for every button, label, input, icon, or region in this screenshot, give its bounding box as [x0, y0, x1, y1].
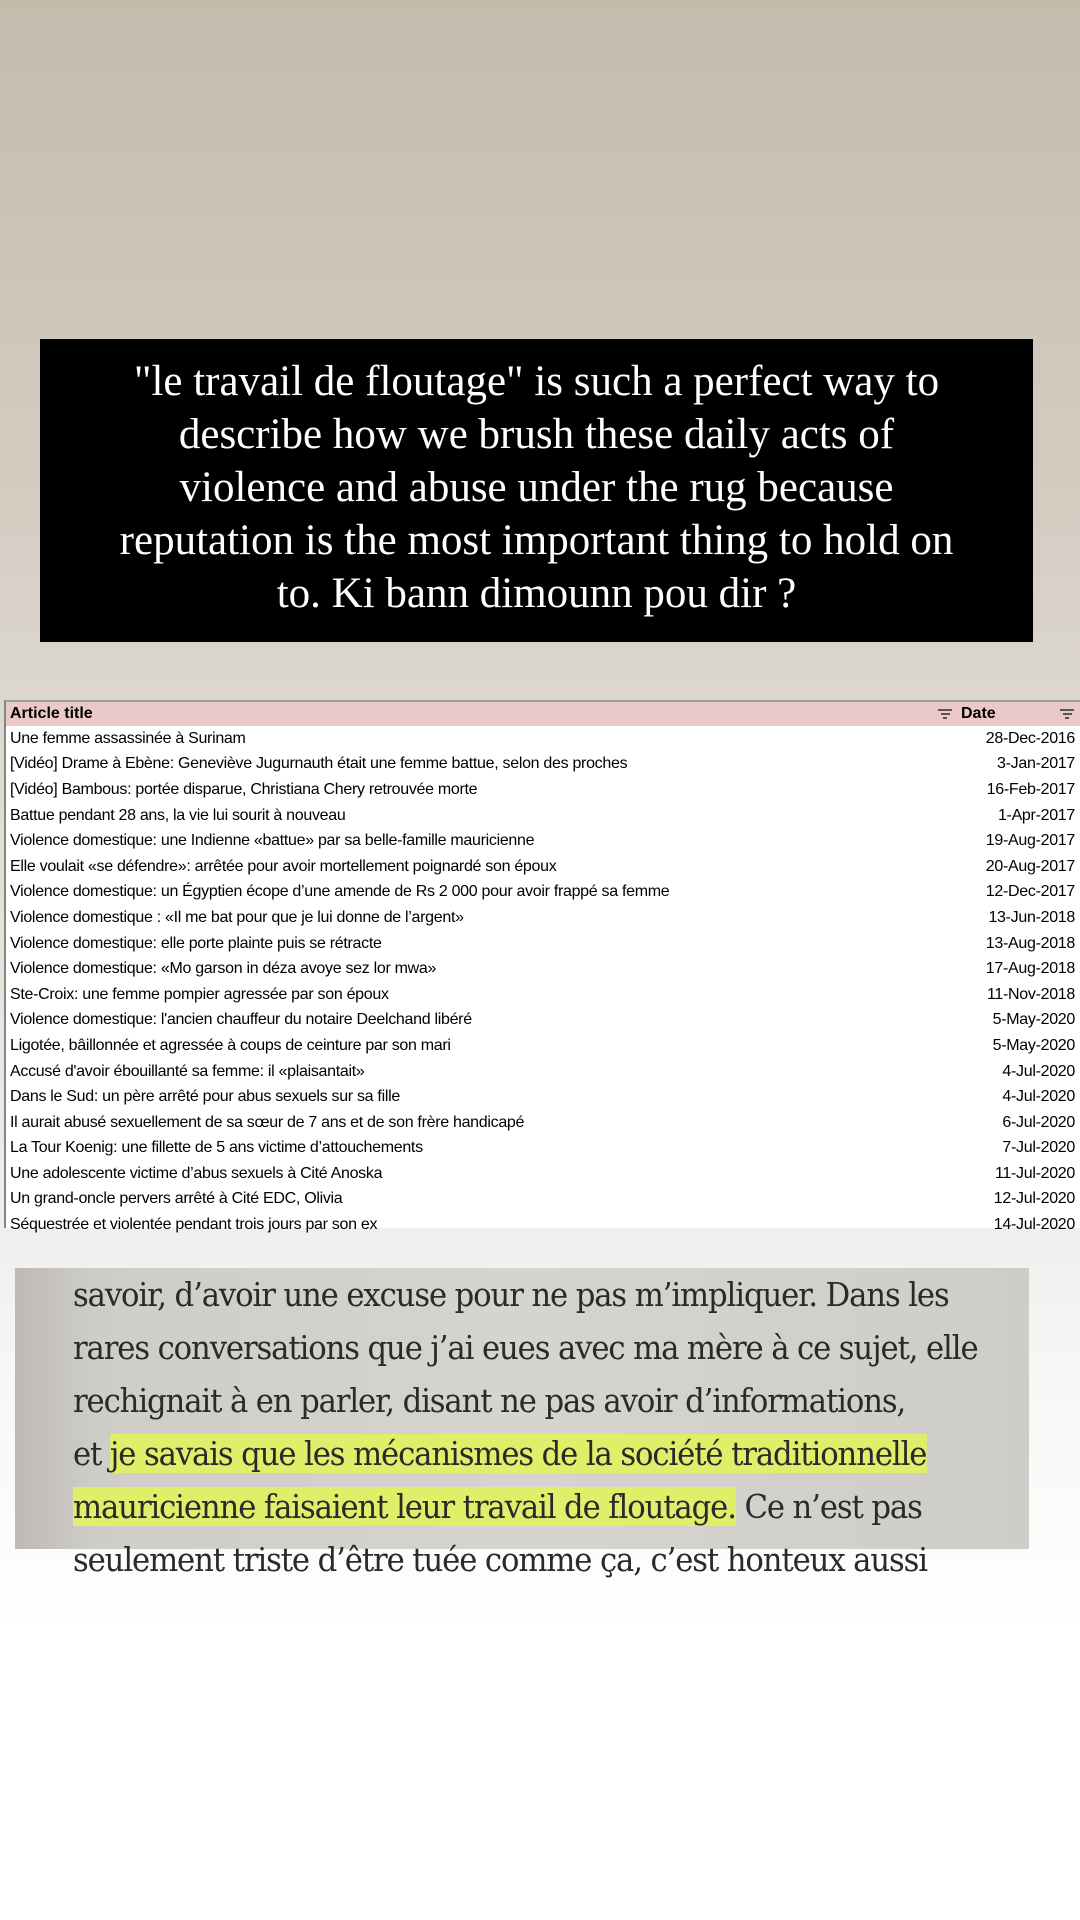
- table-row[interactable]: [6, 880, 1080, 906]
- article-title: Dans le Sud: un père arrêté pour abus sexuels sur sa fille: [10, 1088, 400, 1106]
- article-title: Violence domestique: l'ancien chauffeur du notaire Deelchand libéré: [10, 1011, 472, 1029]
- table-row[interactable]: [6, 956, 1080, 982]
- article-title: [Vidéo] Drame à Ebène: Geneviève Jugurnauth était une femme battue, selon des proches: [10, 755, 628, 773]
- article-date: 11-Jul-2020: [994, 1164, 1075, 1182]
- article-date: 6-Jul-2020: [1002, 1113, 1075, 1131]
- article-title: [Vidéo] Bambous: portée disparue, Christiana Chery retrouvée morte: [10, 780, 478, 798]
- article-title: Violence domestique: une Indienne «battue» par sa belle-famille mauricienne: [10, 832, 535, 850]
- table-row[interactable]: [6, 1187, 1080, 1213]
- table-row[interactable]: [6, 1059, 1080, 1085]
- filter-icon[interactable]: [1060, 709, 1074, 719]
- article-date: 5-May-2020: [992, 1011, 1075, 1029]
- table-row[interactable]: [6, 905, 1080, 931]
- article-title: Ligotée, bâillonnée et agressée à coups de ceinture par son mari: [10, 1036, 451, 1054]
- article-title: Violence domestique: «Mo garson in déza avoye sez lor mwa»: [10, 960, 437, 978]
- article-date: 12-Jul-2020: [993, 1190, 1075, 1208]
- table-row[interactable]: [6, 1161, 1080, 1187]
- article-date: 7-Jul-2020: [1002, 1139, 1075, 1157]
- article-date: 20-Aug-2017: [985, 857, 1075, 875]
- article-title: Elle voulait «se défendre»: arrêtée pour avoir mortellement poignardé son époux: [10, 857, 557, 875]
- book-text: et: [73, 1434, 110, 1473]
- book-text: Ce n’est pas: [735, 1487, 922, 1526]
- table-row[interactable]: [6, 828, 1080, 854]
- article-date: 5-May-2020: [992, 1036, 1075, 1054]
- article-date: 28-Dec-2016: [985, 729, 1075, 747]
- article-title: Une adolescente victime d’abus sexuels à Cité Anoska: [10, 1164, 383, 1182]
- article-title: Violence domestique: un Égyptien écope d’une amende de Rs 2 000 pour avoir frappé sa femme: [10, 883, 670, 901]
- table-row[interactable]: [6, 854, 1080, 880]
- article-date: 4-Jul-2020: [1002, 1062, 1075, 1080]
- article-date: 1-Apr-2017: [997, 806, 1075, 824]
- table-row[interactable]: [6, 1033, 1080, 1059]
- article-date: 17-Aug-2018: [985, 960, 1075, 978]
- article-title: Violence domestique: elle porte plainte puis se rétracte: [10, 934, 382, 952]
- article-date: 11-Nov-2018: [986, 985, 1075, 1003]
- article-title: Il aurait abusé sexuellement de sa sœur de 7 ans et de son frère handicapé: [10, 1113, 525, 1131]
- header-article-title: Article title: [10, 705, 93, 722]
- quote-line: reputation is the most important thing to hold on: [119, 517, 954, 564]
- table-header: [6, 702, 1080, 726]
- book-line: seulement triste d’être tuée comme ça, c’est honteux aussi: [73, 1540, 927, 1579]
- book-line: [73, 1480, 943, 1533]
- book-line: savoir, d’avoir une excuse pour ne pas m’impliquer. Dans les: [73, 1275, 949, 1314]
- table-row[interactable]: [6, 1212, 1080, 1238]
- quote-line: violence and abuse under the rug because: [179, 464, 894, 511]
- highlighted-text: mauricienne faisaient leur travail de floutage.: [73, 1487, 736, 1526]
- book-excerpt-photo: [15, 1268, 1029, 1579]
- table-row[interactable]: [6, 1110, 1080, 1136]
- quote-line: to. Ki bann dimounn pou dir ?: [276, 570, 797, 617]
- article-title: La Tour Koenig: une fillette de 5 ans victime d’attouchements: [10, 1139, 423, 1157]
- article-title: Battue pendant 28 ans, la vie lui sourit à nouveau: [10, 806, 346, 824]
- highlighted-text: je savais que les mécanismes de la société traditionnelle: [109, 1434, 927, 1473]
- table-row[interactable]: [6, 803, 1080, 829]
- article-date: 13-Jun-2018: [988, 908, 1075, 926]
- book-line: rechignait à en parler, disant ne pas avoir d’informations,: [73, 1381, 906, 1420]
- table-row[interactable]: [6, 931, 1080, 957]
- table-row[interactable]: [6, 982, 1080, 1008]
- caption-quote: [40, 339, 1033, 642]
- table-row[interactable]: [6, 752, 1080, 778]
- book-line: [73, 1427, 943, 1480]
- book-line: rares conversations que j’ai eues avec ma mère à ce sujet, elle: [73, 1328, 978, 1367]
- header-date: Date: [961, 705, 996, 722]
- articles-table: [4, 700, 1080, 1234]
- article-title: Violence domestique : «Il me bat pour que je lui donne de l’argent»: [10, 908, 464, 926]
- filter-icon[interactable]: [938, 709, 952, 719]
- table-row[interactable]: [6, 1008, 1080, 1034]
- article-date: 4-Jul-2020: [1002, 1088, 1075, 1106]
- article-date: 3-Jan-2017: [997, 755, 1075, 773]
- article-title: Accusé d'avoir ébouillanté sa femme: il «plaisantait»: [10, 1062, 365, 1080]
- quote-line: describe how we brush these daily acts of: [178, 411, 895, 458]
- article-title: Un grand-oncle pervers arrêté à Cité EDC, Olivia: [10, 1190, 343, 1208]
- table-row[interactable]: [6, 777, 1080, 803]
- article-date: 12-Dec-2017: [985, 883, 1075, 901]
- table-row[interactable]: [6, 1084, 1080, 1110]
- table-row[interactable]: [6, 726, 1080, 752]
- article-date: 16-Feb-2017: [986, 780, 1075, 798]
- article-title: Séquestrée et violentée pendant trois jours par son ex: [10, 1216, 378, 1234]
- table-row[interactable]: [6, 1136, 1080, 1162]
- article-title: Une femme assassinée à Surinam: [10, 729, 246, 747]
- article-date: 14-Jul-2020: [993, 1216, 1075, 1234]
- article-date: 19-Aug-2017: [985, 832, 1075, 850]
- article-date: 13-Aug-2018: [985, 934, 1075, 952]
- article-title: Ste-Croix: une femme pompier agressée par son époux: [10, 985, 389, 1003]
- quote-line: "le travail de floutage" is such a perfect way to: [133, 358, 940, 405]
